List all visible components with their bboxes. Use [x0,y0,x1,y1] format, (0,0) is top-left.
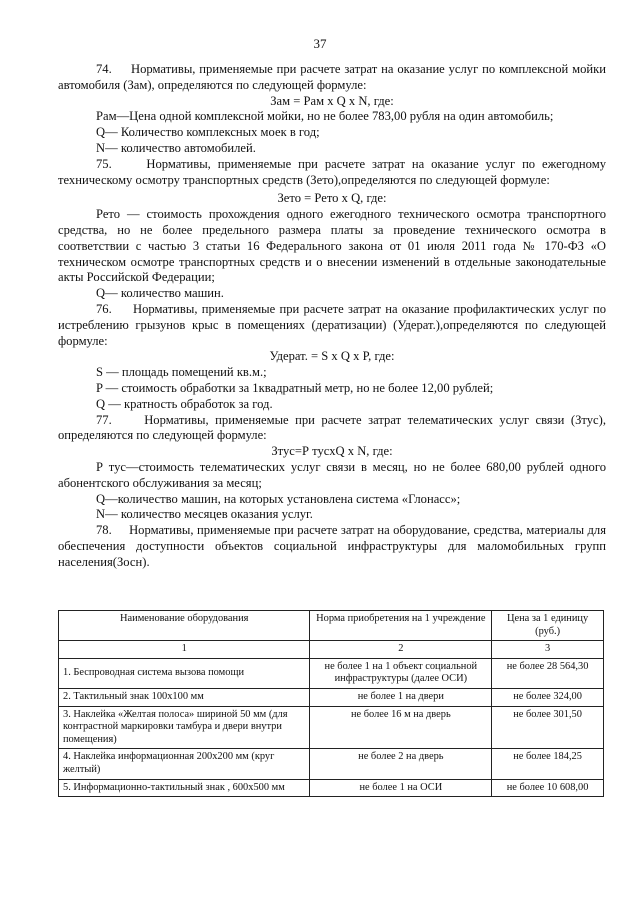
definition-item: P — стоимость обработки за 1квадратный метр, но не более 12,00 рублей; [96,380,494,395]
table-row [59,706,604,749]
column-number: 1 [59,641,310,659]
definition-item: Рам—Цена одной комплексной мойки, но не более 783,00 рубля на один автомобиль; [96,109,554,124]
table-row [59,749,604,779]
definition-item: N— количество автомобилей. [96,140,256,155]
definition-item: N— количество месяцев оказания услуг. [96,507,313,522]
cell-price: не более 28 564,30 [492,658,604,688]
table-header-row [59,611,604,641]
cell-name: 4. Наклейка информационная 200х200 мм (круг желтый) [59,749,310,779]
definition-item: Q — кратность обработок за год. [96,396,273,411]
cell-price: не более 184,25 [492,749,604,779]
header-norm: Норма приобретения на 1 учреждение [310,611,492,641]
equipment-table [58,610,604,797]
formula-77: Зтус=Р тусхQ х N, где: [271,444,393,459]
definition-item: S — площадь помещений кв.м.; [96,365,267,380]
table-row [59,688,604,706]
cell-norm: не более 16 м на дверь [310,706,492,749]
definition-item: Q—количество машин, на которых установлена система «Глонасс»; [96,491,461,506]
formula-74: Зам = Рам х Q х N, где: [270,93,394,108]
table-column-numbers [59,641,604,659]
table-row [59,658,604,688]
paragraph-74: 74. Нормативы, применяемые при расчете затрат на оказание услуг по комплексной мойки автомобиля (Зам), определяются по следующей формуле: [58,62,606,92]
definition-item: Р тус—стоимость телематических услуг связи в месяц, но не более 680,00 рублей одного абонентского обслуживания за месяц; [58,459,606,490]
document-body [58,62,606,571]
definition-item: Q— количество машин. [96,286,224,301]
table-row [59,779,604,797]
formula-76: Удерат. = S х Q х P, где: [269,349,395,364]
cell-norm: не более 1 на 1 объект социальной инфраструктуры (далее ОСИ) [310,658,492,688]
cell-norm: не более 1 на двери [310,688,492,706]
cell-price: не более 301,50 [492,706,604,749]
paragraph-78: 78. Нормативы, применяемые при расчете затрат на оборудование, средства, материалы для обеспечения доступности объектов социальной инфраструктуры для маломобильных групп населения(Зосн). [58,523,606,569]
cell-price: не более 10 608,00 [492,779,604,797]
definition-item: Рето — стоимость прохождения одного ежегодного технического осмотра транспортного средства, но не более предельного размера платы за проведение технического осмотра в соответствии с частью 3 статьи 16 Федерального закона от 01 июля 2011 года № 170-ФЗ «О техническом осмотре транспортных средств и о внесении изменений в отдельные законодательные акты Российской Федерации; [58,207,606,285]
column-number: 3 [492,641,604,659]
column-number: 2 [310,641,492,659]
cell-name: 2. Тактильный знак 100х100 мм [59,688,310,706]
header-name: Наименование оборудования [59,611,310,641]
cell-name: 5. Информационно-тактильный знак , 600х500 мм [59,779,310,797]
cell-price: не более 324,00 [492,688,604,706]
formula-75: Зето = Рето х Q, где: [277,191,387,206]
cell-name: 3. Наклейка «Желтая полоса» шириной 50 мм (для контрастной маркировки тамбура и двери внутри помещения) [59,706,310,749]
definition-item: Q— Количество комплексных моек в год; [96,125,320,140]
cell-norm: не более 1 на ОСИ [310,779,492,797]
paragraph-76: 76. Нормативы, применяемые при расчете затрат на оказание профилактических услуг по истреблению грызунов крыс в помещениях (дератизации) (Удерат.),определяются по следующей формуле: [58,301,606,348]
cell-name: 1. Беспроводная система вызова помощи [59,658,310,688]
header-price: Цена за 1 единицу (руб.) [492,611,604,641]
page-number: 37 [313,36,327,51]
cell-norm: не более 2 на дверь [310,749,492,779]
paragraph-75: 75. Нормативы, применяемые при расчете затрат на оказание услуг по ежегодному техническому осмотру транспортных средств (Зето),определяются по следующей формуле: [58,156,606,187]
paragraph-77: 77. Нормативы, применяемые при расчете затрат телематических услуг связи (Зтус), определяются по следующей формуле: [58,412,606,443]
